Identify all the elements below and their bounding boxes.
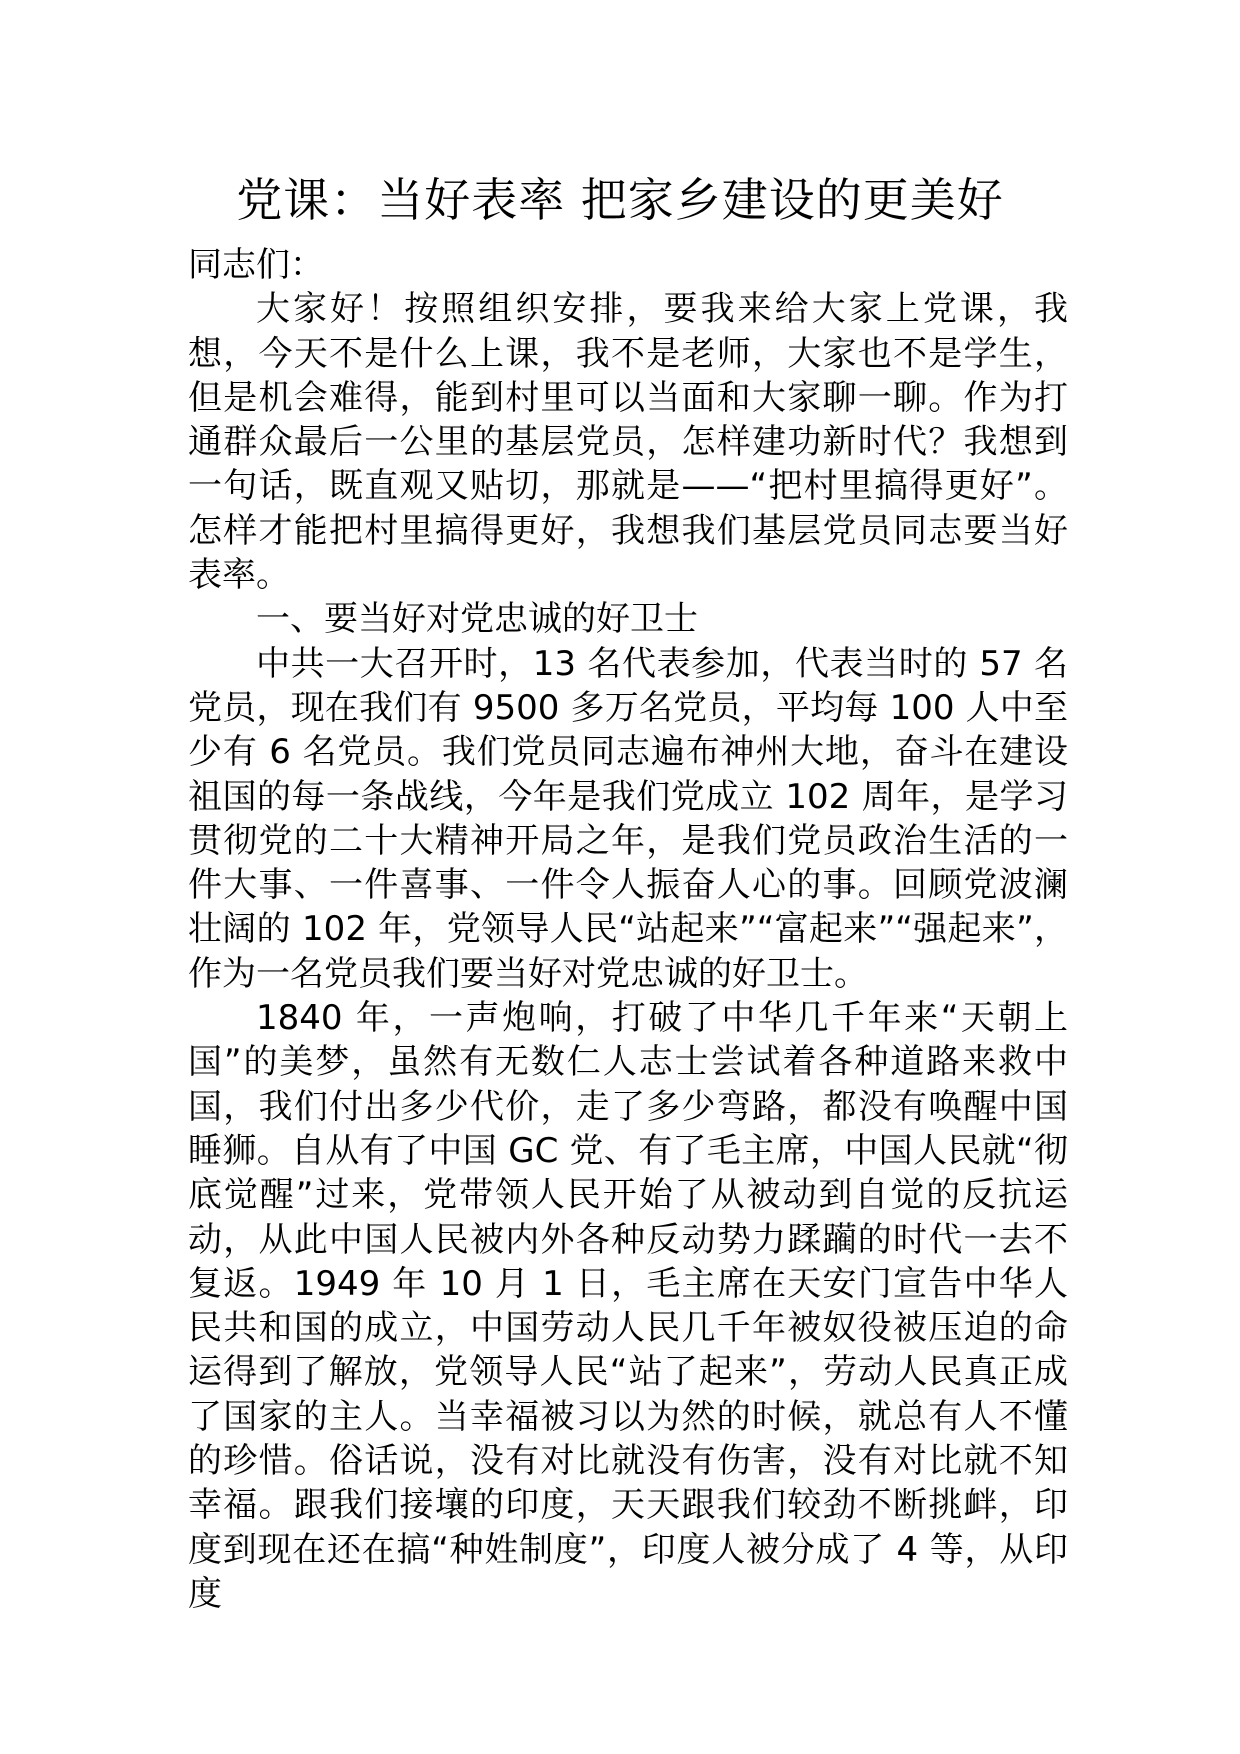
body-paragraph: 1840 年，一声炮响，打破了中华几千年来“天朝上国”的美梦，虽然有无数仁人志士尝试着各种道路来救中国，我们付出多少代价，走了多少弯路，都没有唤醒中国睡狮。自从有了中国 GC 党、有了毛主席，中国人民就“彻底觉醒”过来，党带领人民开始了从被动到自觉的反抗运动，从此中国人民被内外各种反动势力蹂躏的时代一去不复返。1949 年 10 月 1 日，毛主席在天安门宣告中华人民共和国的成立，中国劳动人民几千年被奴役被压迫的命运得到了解放，党领导人民“站了起来”，劳动人民真正成了国家的主人。当幸福被习以为然的时候，就总有人不懂的珍惜。俗话说，没有对比就没有伤害，没有对比就不知幸福。跟我们接壤的印度，天天跟我们较劲不断挑衅，印度到现在还在搞“种姓制度”，印度人被分成了 4 等，从印度 bbox=[188, 998, 1068, 1614]
document-body bbox=[188, 243, 1068, 1616]
body-paragraph: 大家好！按照组织安排，要我来给大家上党课，我想，今天不是什么上课，我不是老师，大家也不是学生，但是机会难得，能到村里可以当面和大家聊一聊。作为打通群众最后一公里的基层党员，怎样建功新时代？我想到一句话，既直观又贴切，那就是——“把村里搞得更好”。怎样才能把村里搞得更好，我想我们基层党员同志要当好表率。 bbox=[188, 289, 1068, 596]
body-paragraph: 中共一大召开时，13 名代表参加，代表当时的 57 名党员，现在我们有 9500 多万名党员，平均每 100 人中至少有 6 名党员。我们党员同志遍布神州大地，奋斗在建设祖国的每一条战线，今年是我们党成立 102 周年，是学习贯彻党的二十大精神开局之年，是我们党员政治生活的一件大事、一件喜事、一件令人振奋人心的事。回顾党波澜壮阔的 102 年，党领导人民“站起来”“富起来”“强起来”，作为一名党员我们要当好对党忠诚的好卫士。 bbox=[188, 643, 1068, 994]
salutation: 同志们： bbox=[188, 245, 324, 285]
document-title: 党课：当好表率 把家乡建设的更美好 bbox=[236, 173, 1004, 227]
section-heading: 一、要当好对党忠诚的好卫士 bbox=[256, 599, 698, 640]
